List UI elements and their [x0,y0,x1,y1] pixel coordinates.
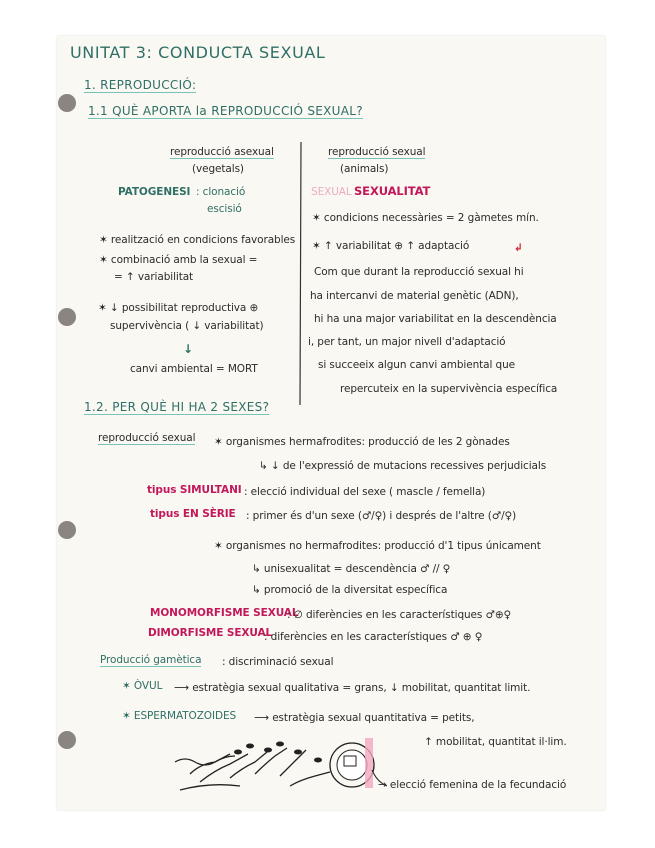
produccio-gametica-text: : discriminació sexual [222,656,334,668]
right-column-header: reproducció sexual [328,146,426,158]
tipus-serie-label: tipus EN SÈRIE [150,508,236,520]
subsection-heading-2: 1.2. PER QUÈ HI HA 2 SEXES? [84,400,270,414]
sperm-drawing [175,748,330,790]
right-paragraph-line: repercuteix en la supervivència específica [340,383,558,395]
fecundacio-note: → elecció femenina de la fecundació [378,779,567,791]
monomorfisme-text: : ∅ diferències en les característiques ♂⊕♀ [287,609,512,621]
right-bullet-2: ✶ ↑ variabilitat ⊕ ↑ adaptació [312,240,470,252]
patogenesi-term: PATOGENESI [118,186,191,198]
right-paragraph-line: Com que durant la reproducció sexual hi [314,266,524,278]
sperm-heads [234,742,322,763]
hermafrodites-line: ✶ organismes hermafrodites: producció de les 2 gònades [214,436,510,448]
left-outcome: canvi ambiental = MORT [130,363,258,375]
espermatozoides-text: ⟶ estratègia sexual quantitativa = petits, [254,712,475,724]
left-bullet-1: ✶ realització en condicions favorables [99,234,296,246]
hermafrodites-sub: ↳ ↓ de l'expressió de mutacions recessives perjudicials [259,460,547,472]
left-bullet-3b: supervivència ( ↓ variabilitat) [110,320,264,332]
unisexualitat-line: ↳ unisexualitat = descendència ♂ // ♀ [252,563,451,575]
no-hermafrodites-line: ✶ organismes no hermafrodites: producció d'1 tipus únicament [214,540,541,552]
sexualitat-term: SEXUALITAT [354,184,431,198]
left-column-sub: (vegetals) [192,163,244,175]
reproduccio-sexual-label: reproducció sexual [98,432,196,444]
right-paragraph-line: si succeeix algun canvi ambiental que [318,359,516,371]
section-heading: 1. REPRODUCCIÓ: [84,78,197,92]
left-bullet-2b: = ↑ variabilitat [114,271,194,283]
diversitat-line: ↳ promoció de la diversitat específica [252,584,448,596]
monomorfisme-label: MONOMORFISME SEXUAL [150,607,299,619]
right-column-sub: (animals) [340,163,389,175]
tipus-simultani-text: : elecció individual del sexe ( mascle / femella) [244,486,486,498]
tipus-simultani-label: tipus SIMULTANI [147,484,242,496]
left-column-header: reproducció asexual [170,146,274,158]
right-paragraph-line: i, per tant, un major nivell d'adaptació [308,336,506,348]
espermatozoides-text-2: ↑ mobilitat, quantitat il·lim. [424,736,567,748]
left-bullet-2a: ✶ combinació amb la sexual = [99,254,258,266]
dimorfisme-text: : diferències en les característiques ♂ ⊕ ♀ [264,631,483,643]
right-paragraph-line: ha intercanvi de material genètic (ADN), [310,290,519,302]
ovul-text: ⟶ estratègia sexual qualitativa = grans, ↓ mobilitat, quantitat limit. [174,682,531,694]
tipus-serie-text: : primer és d'un sexe (♂/♀) i després de l'altre (♂/♀) [246,510,517,522]
left-bullet-3a: ✶ ↓ possibilitat reproductiva ⊕ [98,302,259,314]
egg-nucleus-outline [337,750,367,780]
patogenesi-def2: escisió [207,203,242,215]
red-arrow: ↲ [514,242,523,254]
ovul-label: ✶ ÒVUL [122,680,163,692]
produccio-gametica-label: Producció gamètica [100,654,202,666]
page-title: UNITAT 3: CONDUCTA SEXUAL [70,43,326,62]
right-paragraph-line: hi ha una major variabilitat en la descendència [314,313,557,325]
subsection-heading: 1.1 QUÈ APORTA la REPRODUCCIÓ SEXUAL? [88,104,363,118]
espermatozoides-label: ✶ ESPERMATOZOIDES [122,710,237,722]
column-divider-line [300,142,301,405]
highlight-strip [365,738,373,788]
dimorfisme-label: DIMORFISME SEXUAL [148,627,273,639]
patogenesi-def: : clonació [196,186,246,198]
right-bullet-1: ✶ condicions necessàries = 2 gàmetes mín. [312,212,539,224]
down-arrow: ↓ [183,342,193,356]
crossed-out-word: SEXUAL [311,186,352,198]
